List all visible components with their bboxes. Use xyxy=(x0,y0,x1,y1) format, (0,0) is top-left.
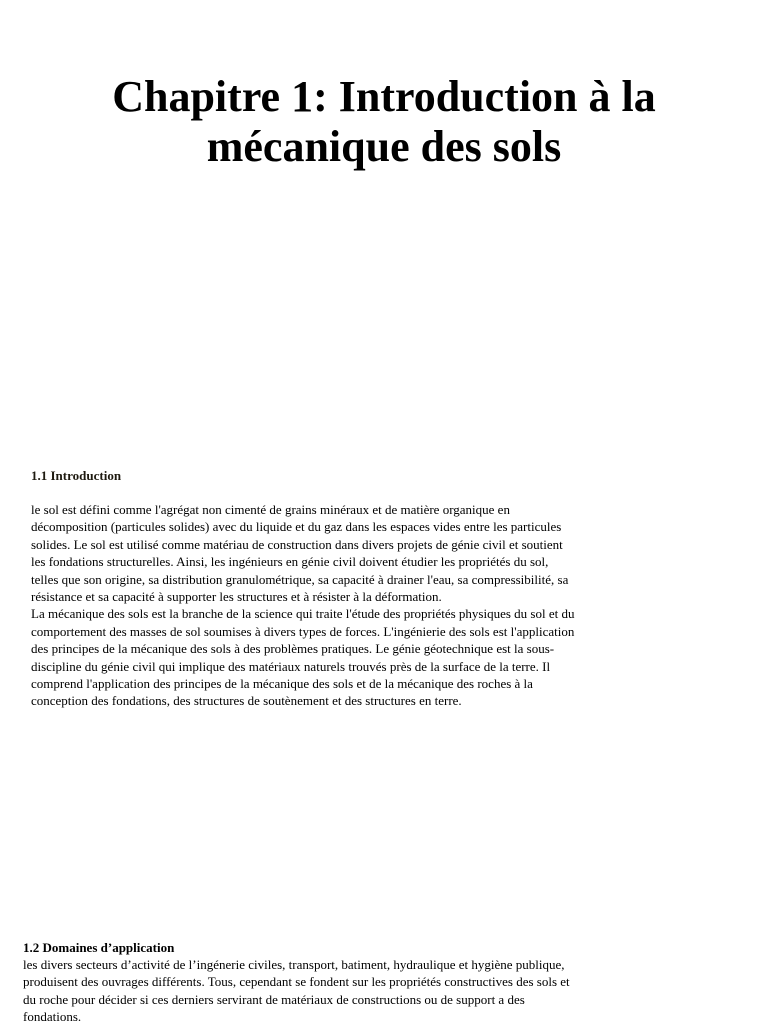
section-body-introduction xyxy=(31,501,579,710)
section-heading-domaines-application: 1.2 Domaines d’application xyxy=(23,940,175,955)
paragraph-soil-definition: le sol est défini comme l'agrégat non cimenté de grains minéraux et de matière organique en décomposition (particules solides) avec du liquide et du gaz dans les espaces vides entre les particules solides. Le sol est utilisé comme matériau de construction dans divers projets de génie civil et soutient les fondations structurelles. Ainsi, les ingénieurs en génie civil doivent étudier les propriétés du sol, telles que son origine, sa distribution granulométrique, sa capacité à drainer l'eau, sa compressibilité, sa résistance et sa capacité à supporter les structures et à résister à la déformation. xyxy=(31,502,569,605)
section-domaines-application xyxy=(23,939,583,1026)
paragraph-soil-mechanics: La mécanique des sols est la branche de la science qui traite l'étude des propriétés physiques du sol et du comportement des masses de sol soumises à divers types de forces. L'ingénierie des sols est l'application des principes de la mécanique des sols à des problèmes pratiques. Le génie géotechnique est la sous-discipline du génie civil qui implique des matériaux naturels trouvés près de la surface de la terre. Il comprend l'application des principes de la mécanique des sols et de la mécanique des roches à la conception des fondations, des structures de soutènement et des structures en terre. xyxy=(31,606,575,709)
section-introduction xyxy=(31,467,579,710)
chapter-title: Chapitre 1: Introduction à la mécanique des sols xyxy=(112,72,656,171)
paragraph-domaines-application: les divers secteurs d’activité de l’ingénerie civiles, transport, batiment, hydraulique et hygiène publique, produisent des ouvrages différents. Tous, cependant se fondent sur les propriétés constructives des sols et du roche pour décider si ces derniers servirant de matériaux de constructions ou de support a des fondations. xyxy=(23,957,570,1025)
section-heading-introduction: 1.1 Introduction xyxy=(31,468,122,483)
